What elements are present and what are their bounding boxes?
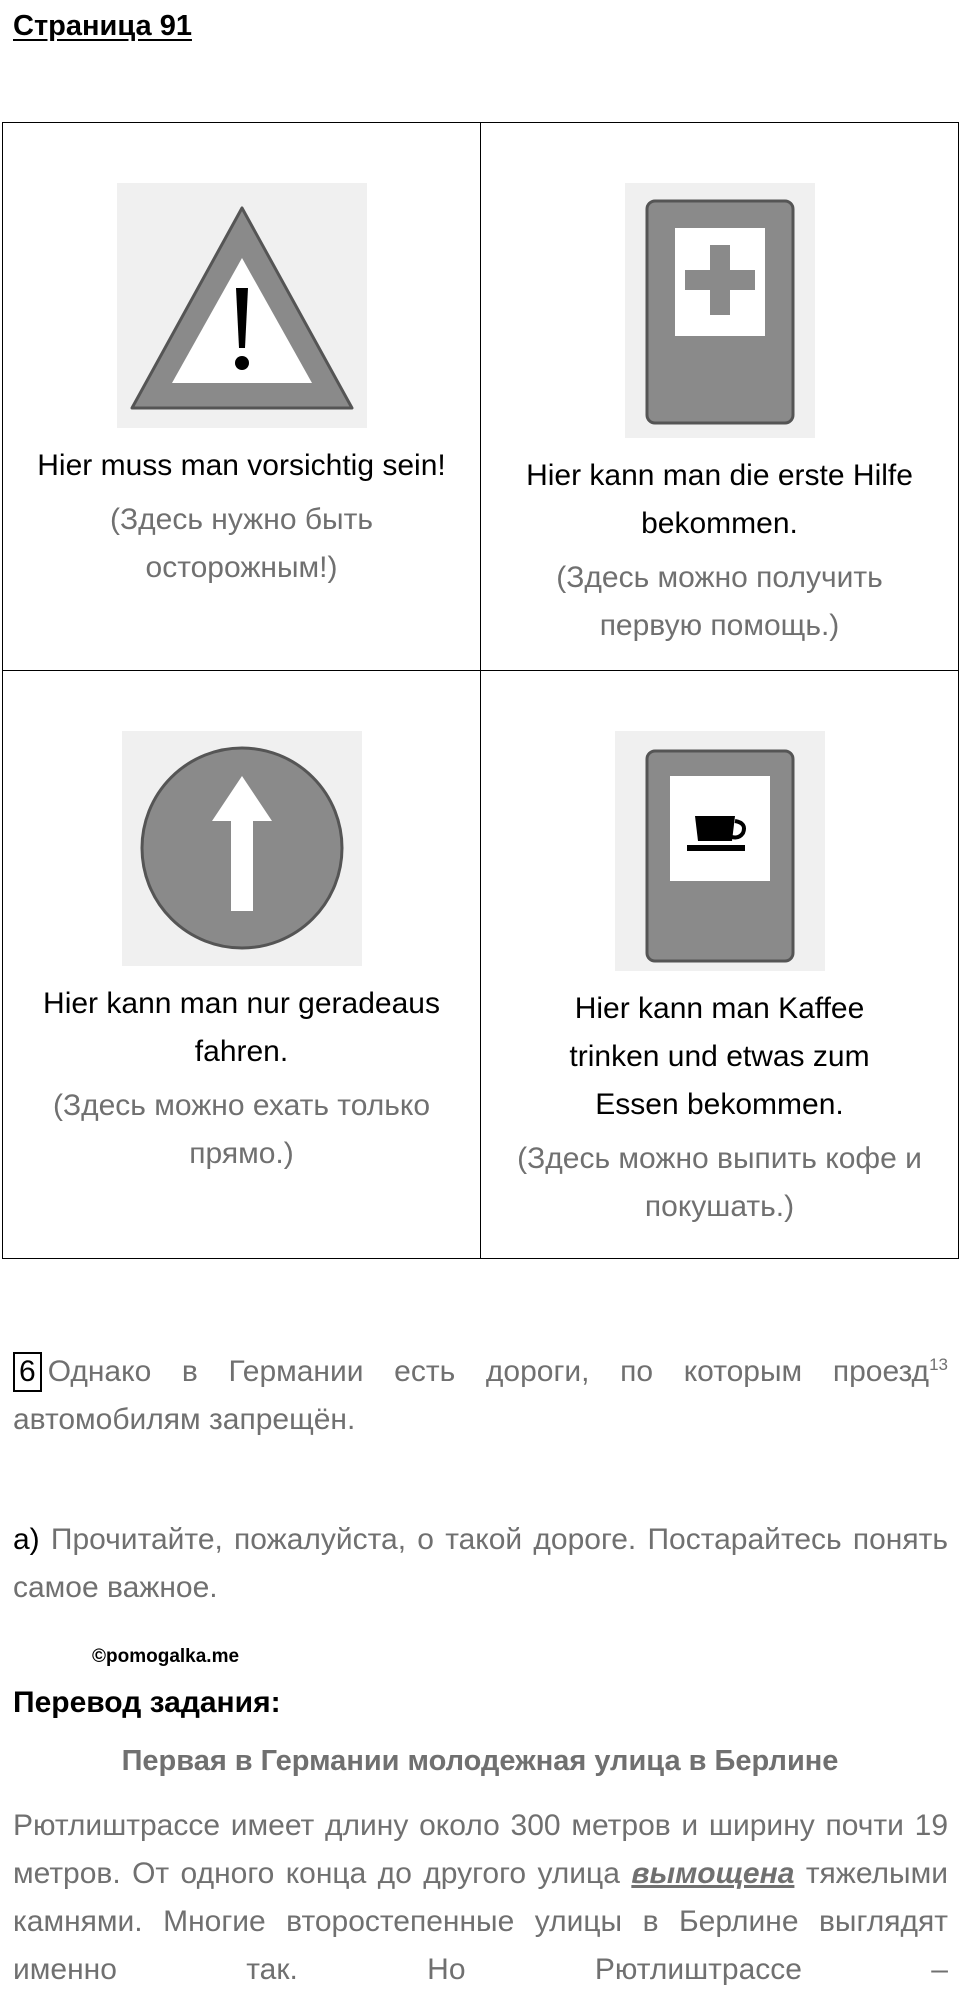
task-6 — [13, 1348, 948, 1444]
translation-body — [13, 1802, 948, 1994]
sign-ru-text: (Здесь нужно быть осторожным!) — [110, 503, 373, 584]
text-title: Первая в Германии молодежная улица в Берлине — [121, 1745, 839, 1777]
signs-table — [2, 122, 959, 1259]
sign-ru-text: (Здесь можно получить первую помощь.) — [556, 561, 883, 642]
sign-de-text: Hier kann man die erste Hilfe bekommen. — [526, 459, 913, 540]
task-6-text-end: автомобилям запрещён. — [13, 1403, 356, 1436]
sign-de-text: Hier muss man vorsichtig sein! — [37, 449, 446, 482]
sign-cell-first-aid — [481, 123, 959, 671]
sign-de-text: Hier kann man Kaffee trinken und etwas zum Essen bekommen. — [569, 992, 870, 1121]
copyright: ©pomogalka.me — [92, 1646, 240, 1667]
sign-cell-warning — [3, 123, 481, 671]
sign-ru-text: (Здесь можно выпить кофе и покушать.) — [517, 1142, 922, 1223]
page-title: Страница 91 — [13, 10, 192, 42]
task-6a-marker: а) — [13, 1523, 40, 1556]
sign-ru-text: (Здесь можно ехать только прямо.) — [52, 1089, 431, 1170]
task-number: 6 — [13, 1352, 42, 1392]
straight-arrow-sign-icon — [122, 731, 362, 966]
task-6a — [13, 1516, 948, 1612]
sign-cell-straight — [3, 671, 481, 1259]
coffee-sign-icon — [615, 731, 825, 971]
task-6a-text: Прочитайте, пожалуйста, о такой дороге. Постарайтесь понять самое важное. — [13, 1523, 948, 1604]
footnote-ref: 13 — [929, 1355, 948, 1374]
sign-de-text: Hier kann man nur geradeaus fahren. — [43, 987, 440, 1068]
sign-cell-cafe — [481, 671, 959, 1259]
highlighted-word: вымощена — [631, 1857, 795, 1890]
task-6-text: Однако в Германии есть дороги, по которым проезд — [47, 1355, 930, 1388]
first-aid-sign-icon — [625, 183, 815, 438]
translation-text-end: тяжелыми камнями. Многие второстепенные улицы в Берлине выглядят именно так. Но Рютлиштрассе – — [13, 1857, 949, 1986]
translation-heading: Перевод задания: — [13, 1686, 281, 1719]
warning-triangle-icon — [117, 183, 367, 428]
translation-text-start: Рютлиштрассе имеет длину около 300 метров и ширину почти 19 метров. От одного конца до другого улица — [13, 1809, 948, 1890]
